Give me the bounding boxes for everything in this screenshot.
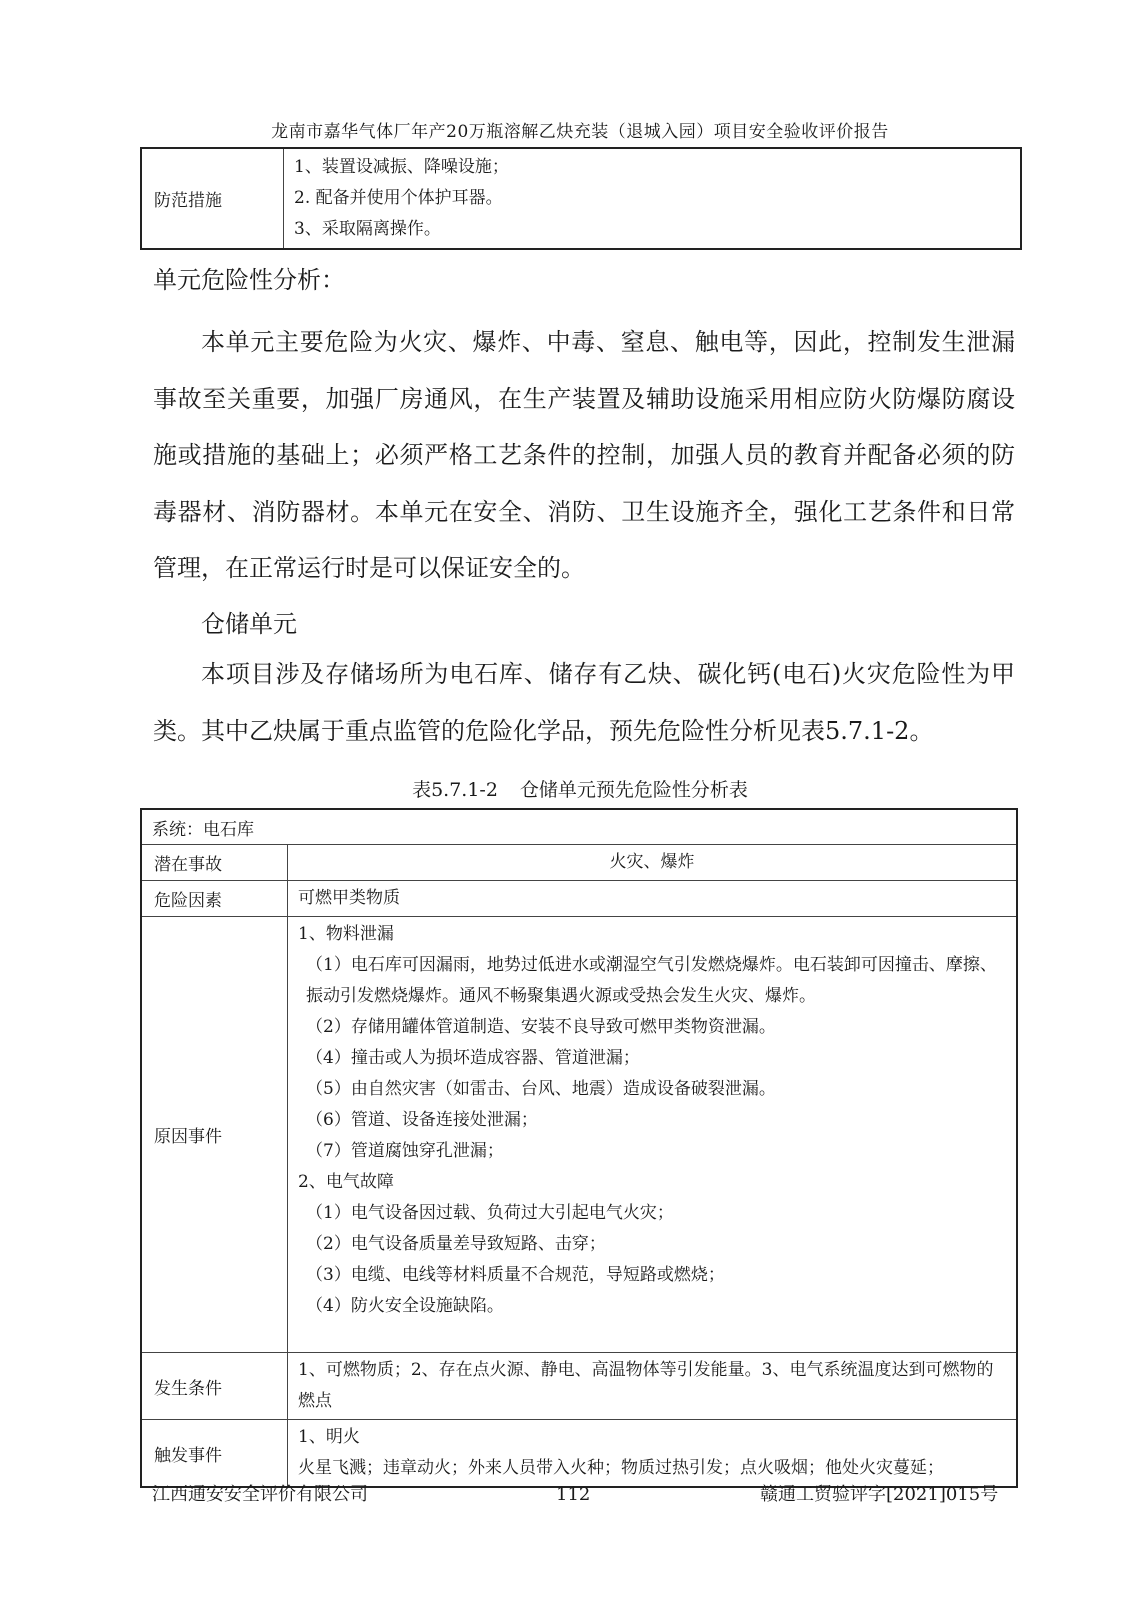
cause-line: （1）电石库可因漏雨，地势过低进水或潮湿空气引发燃烧爆炸。电石装卸可因撞击、摩擦、振动引发燃烧爆炸。通风不畅聚集遇火源或受热会发生火灾、爆炸。 [306, 955, 997, 1006]
footer-company: 江西通安安全评价有限公司 [152, 1484, 368, 1505]
storage-heading: 仓储单元 [201, 610, 297, 638]
cause-line: 1、物料泄漏 [298, 924, 394, 944]
hazard-label: 危险因素 [141, 881, 288, 917]
trigger-line: 1、明火 [298, 1427, 360, 1447]
trigger-content [288, 1420, 1018, 1488]
cause-line: （3）电缆、电线等材料质量不合规范，导短路或燃烧； [306, 1265, 725, 1285]
prevention-items [284, 148, 1022, 249]
cause-line: （5）由自然灾害（如雷击、台风、地震）造成设备破裂泄漏。 [306, 1079, 776, 1099]
prevention-measures-table [140, 147, 1022, 250]
cause-line: （4）防火安全设施缺陷。 [306, 1296, 504, 1316]
prevention-item: 2. 配备并使用个体护耳器。 [294, 188, 503, 208]
trigger-line: 火星飞溅；违章动火；外来人员带入火种；物质过热引发；点火吸烟；他处火灾蔓延； [298, 1458, 944, 1478]
accident-label: 潜在事故 [141, 845, 288, 881]
cause-content [288, 917, 1018, 1353]
cause-line: （1）电气设备因过载、负荷过大引起电气火灾； [306, 1203, 674, 1223]
table-caption [140, 775, 1020, 802]
page-number: 112 [556, 1484, 591, 1505]
cause-line: （6）管道、设备连接处泄漏； [306, 1110, 538, 1130]
cause-line: 2、电气故障 [298, 1172, 394, 1192]
system-cell: 系统：电石库 [141, 809, 1017, 845]
cause-label: 原因事件 [141, 917, 288, 1353]
prevention-label: 防范措施 [141, 148, 284, 249]
condition-value: 1、可燃物质；2、存在点火源、静电、高温物体等引发能量。3、电气系统温度达到可燃物的燃点 [288, 1353, 1018, 1420]
table-caption-title: 仓储单元预先危险性分析表 [519, 779, 748, 801]
trigger-label: 触发事件 [141, 1420, 288, 1488]
footer-doc-number: 赣通工贸验评字[2021]015号 [760, 1484, 999, 1505]
cause-line: （7）管道腐蚀穿孔泄漏； [306, 1141, 504, 1161]
table-caption-number: 表5.7.1-2 [412, 779, 498, 801]
cause-line: （4）撞击或人为损坏造成容器、管道泄漏； [306, 1048, 640, 1068]
accident-value: 火灾、爆炸 [288, 845, 1018, 881]
analysis-paragraph: 本单元主要危险为火灾、爆炸、中毒、窒息、触电等，因此，控制发生泄漏事故至关重要，加强厂房通风，在生产装置及辅助设施采用相应防火防爆防腐设施或措施的基础上；必须严格工艺条件的控制，加强人员的教育并配备必须的防毒器材、消防器材。本单元在安全、消防、卫生设施齐全，强化工艺条件和日常管理，在正常运行时是可以保证安全的。 [153, 328, 1015, 582]
report-header: 龙南市嘉华气体厂年产20万瓶溶解乙炔充装（退城入园）项目安全验收评价报告 [271, 122, 889, 142]
prevention-item: 1、装置设减振、降噪设施； [294, 157, 509, 177]
cause-line: （2）存储用罐体管道制造、安装不良导致可燃甲类物资泄漏。 [306, 1017, 776, 1037]
prevention-item: 3、采取隔离操作。 [294, 219, 441, 239]
hazard-value: 可燃甲类物质 [288, 881, 1018, 917]
hazard-analysis-table [140, 808, 1018, 1488]
analysis-heading: 单元危险性分析： [153, 266, 345, 294]
cause-line: （2）电气设备质量差导致短路、击穿； [306, 1234, 606, 1254]
storage-paragraph: 本项目涉及存储场所为电石库、储存有乙炔、碳化钙(电石)火灾危险性为甲类。其中乙炔属于重点监管的危险化学品，预先危险性分析见表5.7.1-2。 [153, 660, 1015, 745]
condition-label: 发生条件 [141, 1353, 288, 1420]
